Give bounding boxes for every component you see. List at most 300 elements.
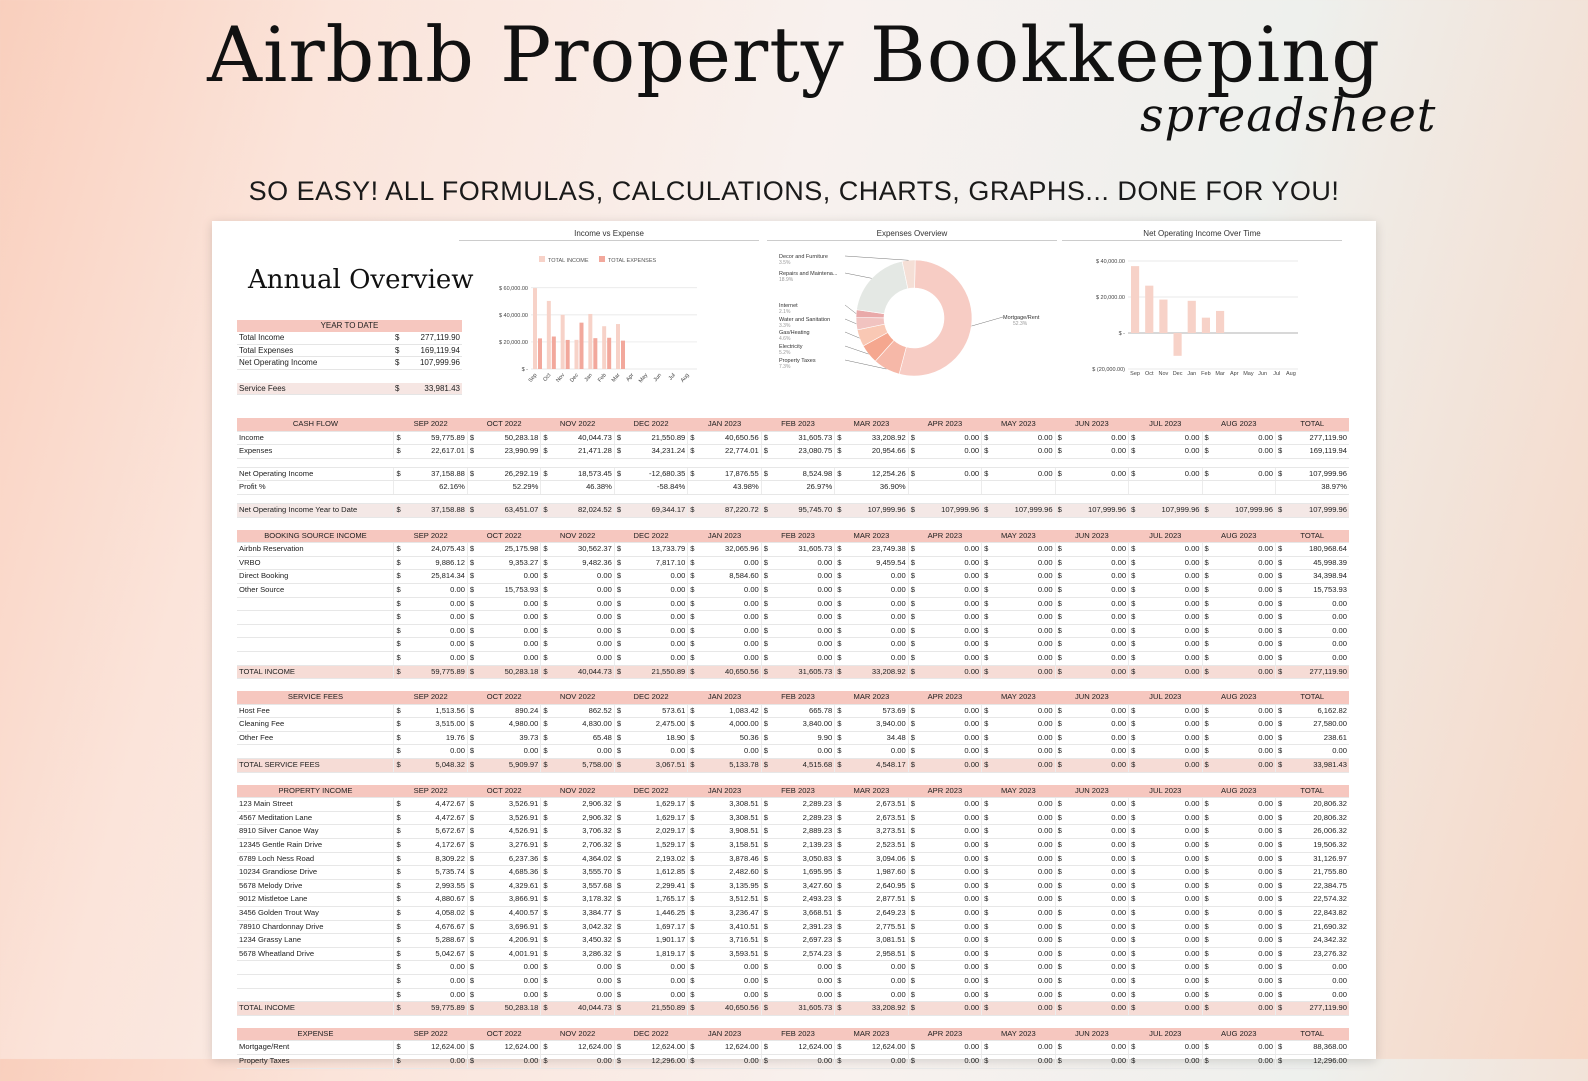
value-cell[interactable]: 2,906.32 xyxy=(551,811,614,825)
value-cell[interactable]: 0.00 xyxy=(992,556,1055,570)
value-cell[interactable]: 4,329.61 xyxy=(477,879,540,893)
value-cell[interactable]: 0.00 xyxy=(1212,731,1275,745)
value-cell[interactable]: 0.00 xyxy=(845,1054,908,1068)
value-cell[interactable]: 0.00 xyxy=(1212,852,1275,866)
value-cell[interactable]: 107,999.96 xyxy=(992,503,1055,517)
value-cell[interactable]: 0.00 xyxy=(1139,852,1202,866)
value-cell[interactable]: 33,981.43 xyxy=(1286,759,1349,773)
value-cell[interactable]: 0.00 xyxy=(918,704,981,718)
value-cell[interactable]: 3,427.60 xyxy=(771,879,834,893)
value-cell[interactable]: 5,672.67 xyxy=(404,825,467,839)
value-cell[interactable]: 0.00 xyxy=(551,1054,614,1068)
value-cell[interactable]: 0.00 xyxy=(992,866,1055,880)
table-row[interactable] xyxy=(237,556,1349,570)
value-cell[interactable]: 0.00 xyxy=(1212,583,1275,597)
table-row[interactable] xyxy=(237,731,1349,745)
value-cell[interactable]: 0.00 xyxy=(1065,1002,1128,1016)
value-cell[interactable]: 0.00 xyxy=(918,961,981,975)
value-cell[interactable]: 0.00 xyxy=(918,638,981,652)
table-row[interactable] xyxy=(237,974,1349,988)
value-cell[interactable]: 3,081.51 xyxy=(845,934,908,948)
value-cell[interactable]: 0.00 xyxy=(1065,961,1128,975)
value-cell[interactable]: 82,024.52 xyxy=(551,503,614,517)
value-cell[interactable]: 0.00 xyxy=(1139,467,1202,481)
value-cell[interactable]: 0.00 xyxy=(992,759,1055,773)
value-cell[interactable]: 0.00 xyxy=(1139,893,1202,907)
value-cell[interactable]: 0.00 xyxy=(1065,907,1128,921)
value-cell[interactable]: 0.00 xyxy=(698,1054,761,1068)
value-cell[interactable]: 0.00 xyxy=(992,825,1055,839)
value-cell[interactable]: 0.00 xyxy=(477,651,540,665)
value-cell[interactable]: 3,557.68 xyxy=(551,879,614,893)
value-cell[interactable]: 0.00 xyxy=(698,651,761,665)
value-cell[interactable]: 32,065.96 xyxy=(698,543,761,557)
value-cell[interactable]: 0.00 xyxy=(1139,638,1202,652)
value-cell[interactable]: 0.00 xyxy=(1065,1054,1128,1068)
value-cell[interactable]: 0.00 xyxy=(1139,934,1202,948)
value-cell[interactable]: 0.00 xyxy=(1212,624,1275,638)
value-cell[interactable]: 0.00 xyxy=(1065,1041,1128,1055)
value-cell[interactable]: 0.00 xyxy=(698,988,761,1002)
value-cell[interactable]: 0.00 xyxy=(1139,745,1202,759)
value-cell[interactable]: 12,296.00 xyxy=(624,1054,687,1068)
table-row[interactable] xyxy=(237,651,1349,665)
value-cell[interactable]: 277,119.90 xyxy=(1286,431,1349,445)
value-cell[interactable]: 0.00 xyxy=(624,570,687,584)
table-row[interactable] xyxy=(237,798,1349,812)
value-cell[interactable]: 0.00 xyxy=(992,431,1055,445)
value-cell[interactable]: 0.00 xyxy=(1212,597,1275,611)
value-cell[interactable]: 4,548.17 xyxy=(845,759,908,773)
value-cell[interactable]: 0.00 xyxy=(992,798,1055,812)
value-cell[interactable]: 33,208.92 xyxy=(845,1002,908,1016)
value-cell[interactable]: 0.00 xyxy=(1286,974,1349,988)
value-cell[interactable]: 0.00 xyxy=(404,1054,467,1068)
value-cell[interactable]: 0.00 xyxy=(1139,556,1202,570)
value-cell[interactable]: 573.69 xyxy=(845,704,908,718)
value-cell[interactable]: 9,886.12 xyxy=(404,556,467,570)
value-cell[interactable]: 4,880.67 xyxy=(404,893,467,907)
value-cell[interactable]: 0.00 xyxy=(1139,1041,1202,1055)
value-cell[interactable]: 0.00 xyxy=(845,988,908,1002)
value-cell[interactable]: 0.00 xyxy=(992,947,1055,961)
value-cell[interactable]: 0.00 xyxy=(992,988,1055,1002)
value-cell[interactable]: 0.00 xyxy=(771,745,834,759)
value-cell[interactable]: 0.00 xyxy=(1212,704,1275,718)
value-cell[interactable]: 0.00 xyxy=(992,879,1055,893)
value-cell[interactable]: 5,735.74 xyxy=(404,866,467,880)
value-cell[interactable]: 0.00 xyxy=(992,907,1055,921)
value-cell[interactable]: 0.00 xyxy=(477,1054,540,1068)
value-cell[interactable]: 3,515.00 xyxy=(404,718,467,732)
value-cell[interactable]: 5,042.67 xyxy=(404,947,467,961)
value-cell[interactable]: 4,980.00 xyxy=(477,718,540,732)
value-cell[interactable]: 23,276.32 xyxy=(1286,947,1349,961)
value-cell[interactable]: 0.00 xyxy=(404,974,467,988)
value-cell[interactable]: 0.00 xyxy=(1212,556,1275,570)
value-cell[interactable]: 107,999.96 xyxy=(1286,503,1349,517)
value-cell[interactable]: 169,119.94 xyxy=(1286,445,1349,459)
value-cell[interactable]: 0.00 xyxy=(477,611,540,625)
value-cell[interactable]: 0.00 xyxy=(698,611,761,625)
value-cell[interactable]: 0.00 xyxy=(1212,611,1275,625)
value-cell[interactable]: 3,094.06 xyxy=(845,852,908,866)
value-cell[interactable]: 36.90% xyxy=(845,481,908,495)
value-cell[interactable]: 0.00 xyxy=(771,611,834,625)
value-cell[interactable]: 2,993.55 xyxy=(404,879,467,893)
value-cell[interactable]: 18,573.45 xyxy=(551,467,614,481)
value-cell[interactable]: 0.00 xyxy=(404,624,467,638)
value-cell[interactable]: 31,126.97 xyxy=(1286,852,1349,866)
value-cell[interactable]: 0.00 xyxy=(1212,745,1275,759)
value-cell[interactable]: 3,273.51 xyxy=(845,825,908,839)
value-cell[interactable]: 0.00 xyxy=(1065,651,1128,665)
value-cell[interactable]: 0.00 xyxy=(1139,718,1202,732)
value-cell[interactable]: 2,673.51 xyxy=(845,798,908,812)
value-cell[interactable]: 0.00 xyxy=(551,638,614,652)
value-cell[interactable]: 3,706.32 xyxy=(551,825,614,839)
value-cell[interactable]: 0.00 xyxy=(771,638,834,652)
value-cell[interactable]: 23,749.38 xyxy=(845,543,908,557)
value-cell[interactable]: 0.00 xyxy=(1065,570,1128,584)
value-cell[interactable]: 4,000.00 xyxy=(698,718,761,732)
value-cell[interactable]: 0.00 xyxy=(624,624,687,638)
value-cell[interactable]: 2,029.17 xyxy=(624,825,687,839)
value-cell[interactable]: 0.00 xyxy=(1139,543,1202,557)
value-cell[interactable]: 3,276.91 xyxy=(477,839,540,853)
value-cell[interactable]: 0.00 xyxy=(1212,825,1275,839)
value-cell[interactable]: 0.00 xyxy=(1139,988,1202,1002)
value-cell[interactable]: 59,775.89 xyxy=(404,665,467,679)
value-cell[interactable]: 0.00 xyxy=(624,961,687,975)
value-cell[interactable]: 0.00 xyxy=(918,431,981,445)
value-cell[interactable]: 0.00 xyxy=(551,961,614,975)
value-cell[interactable]: 4,058.02 xyxy=(404,907,467,921)
value-cell[interactable]: 0.00 xyxy=(698,745,761,759)
value-cell[interactable]: 0.00 xyxy=(771,570,834,584)
value-cell[interactable]: 95,745.70 xyxy=(771,503,834,517)
value-cell[interactable]: 4,830.00 xyxy=(551,718,614,732)
value-cell[interactable]: 0.00 xyxy=(918,718,981,732)
value-cell[interactable]: 26,292.19 xyxy=(477,467,540,481)
value-cell[interactable]: 3,042.32 xyxy=(551,920,614,934)
table-row[interactable] xyxy=(237,961,1349,975)
value-cell[interactable]: 0.00 xyxy=(918,731,981,745)
table-row[interactable] xyxy=(237,503,1349,517)
value-cell[interactable]: 0.00 xyxy=(1139,811,1202,825)
value-cell[interactable]: 2,706.32 xyxy=(551,839,614,853)
value-cell[interactable]: 0.00 xyxy=(992,1002,1055,1016)
value-cell[interactable]: 0.00 xyxy=(477,745,540,759)
value-cell[interactable]: 12,624.00 xyxy=(551,1041,614,1055)
value-cell[interactable]: -12,680.35 xyxy=(624,467,687,481)
value-cell[interactable]: 0.00 xyxy=(992,543,1055,557)
value-cell[interactable]: 9,353.27 xyxy=(477,556,540,570)
value-cell[interactable]: 0.00 xyxy=(1139,825,1202,839)
value-cell[interactable]: 87,220.72 xyxy=(698,503,761,517)
value-cell[interactable]: 0.00 xyxy=(551,611,614,625)
value-cell[interactable]: 0.00 xyxy=(1212,798,1275,812)
value-cell[interactable]: 20,954.66 xyxy=(845,445,908,459)
value-cell[interactable]: 0.00 xyxy=(1065,879,1128,893)
value-cell[interactable]: 0.00 xyxy=(1286,611,1349,625)
value-cell[interactable]: 0.00 xyxy=(918,759,981,773)
value-cell[interactable]: 31,605.73 xyxy=(771,1002,834,1016)
value-cell[interactable]: 3,308.51 xyxy=(698,798,761,812)
value-cell[interactable]: 8,309.22 xyxy=(404,852,467,866)
value-cell[interactable]: 37,158.88 xyxy=(404,467,467,481)
value-cell[interactable]: 0.00 xyxy=(771,1054,834,1068)
table-row[interactable] xyxy=(237,934,1349,948)
value-cell[interactable]: 22,774.01 xyxy=(698,445,761,459)
value-cell[interactable]: 107,999.96 xyxy=(1212,503,1275,517)
value-cell[interactable]: 2,523.51 xyxy=(845,839,908,853)
value-cell[interactable]: 0.00 xyxy=(992,839,1055,853)
table-row[interactable] xyxy=(237,597,1349,611)
table-row[interactable] xyxy=(237,893,1349,907)
value-cell[interactable]: 33,208.92 xyxy=(845,431,908,445)
value-cell[interactable]: 107,999.96 xyxy=(1065,503,1128,517)
table-row[interactable] xyxy=(237,718,1349,732)
value-cell[interactable]: 3,878.46 xyxy=(698,852,761,866)
value-cell[interactable]: 2,391.23 xyxy=(771,920,834,934)
value-cell[interactable]: 0.00 xyxy=(918,907,981,921)
value-cell[interactable]: 0.00 xyxy=(551,597,614,611)
table-row[interactable] xyxy=(237,811,1349,825)
value-cell[interactable]: 0.00 xyxy=(1139,947,1202,961)
table-row[interactable] xyxy=(237,445,1349,459)
value-cell[interactable]: 5,048.32 xyxy=(404,759,467,773)
value-cell[interactable]: 0.00 xyxy=(404,745,467,759)
value-cell[interactable]: 0.00 xyxy=(624,597,687,611)
value-cell[interactable]: 0.00 xyxy=(1065,556,1128,570)
value-cell[interactable]: 12,624.00 xyxy=(845,1041,908,1055)
value-cell[interactable] xyxy=(1212,481,1275,495)
value-cell[interactable]: 0.00 xyxy=(771,961,834,975)
table-row[interactable] xyxy=(237,866,1349,880)
value-cell[interactable]: 3,050.83 xyxy=(771,852,834,866)
value-cell[interactable]: 3,526.91 xyxy=(477,798,540,812)
value-cell[interactable]: 0.00 xyxy=(1065,611,1128,625)
value-cell[interactable]: 3,866.91 xyxy=(477,893,540,907)
value-cell[interactable]: 0.00 xyxy=(1212,759,1275,773)
value-cell[interactable]: 0.00 xyxy=(477,638,540,652)
value-cell[interactable]: 0.00 xyxy=(1286,597,1349,611)
value-cell[interactable]: 0.00 xyxy=(992,651,1055,665)
value-cell[interactable]: 4,001.91 xyxy=(477,947,540,961)
table-row[interactable] xyxy=(237,481,1349,495)
value-cell[interactable]: 1,513.56 xyxy=(404,704,467,718)
value-cell[interactable]: 0.00 xyxy=(771,974,834,988)
value-cell[interactable]: 0.00 xyxy=(1212,947,1275,961)
value-cell[interactable]: 0.00 xyxy=(845,611,908,625)
value-cell[interactable]: 12,254.26 xyxy=(845,467,908,481)
value-cell[interactable]: 0.00 xyxy=(1139,1054,1202,1068)
value-cell[interactable]: 0.00 xyxy=(1065,811,1128,825)
value-cell[interactable]: 0.00 xyxy=(1212,879,1275,893)
table-row[interactable] xyxy=(237,988,1349,1002)
value-cell[interactable]: 0.00 xyxy=(1212,934,1275,948)
value-cell[interactable]: 0.00 xyxy=(771,624,834,638)
value-cell[interactable]: 3,135.95 xyxy=(698,879,761,893)
value-cell[interactable]: 5,133.78 xyxy=(698,759,761,773)
table-row[interactable] xyxy=(237,879,1349,893)
value-cell[interactable]: 0.00 xyxy=(624,583,687,597)
value-cell[interactable]: 0.00 xyxy=(1212,1002,1275,1016)
ytd-service-fees-row[interactable] xyxy=(237,383,462,396)
value-cell[interactable]: 0.00 xyxy=(698,556,761,570)
value-cell[interactable]: 0.00 xyxy=(918,839,981,853)
value-cell[interactable]: 7,817.10 xyxy=(624,556,687,570)
value-cell[interactable]: 40,650.56 xyxy=(698,431,761,445)
value-cell[interactable]: 0.00 xyxy=(551,988,614,1002)
value-cell[interactable]: 0.00 xyxy=(771,583,834,597)
value-cell[interactable]: 0.00 xyxy=(992,893,1055,907)
value-cell[interactable]: 0.00 xyxy=(1286,961,1349,975)
table-row[interactable] xyxy=(237,947,1349,961)
value-cell[interactable]: 0.00 xyxy=(1212,665,1275,679)
value-cell[interactable]: 0.00 xyxy=(992,570,1055,584)
value-cell[interactable]: 0.00 xyxy=(1139,583,1202,597)
value-cell[interactable]: 15,753.93 xyxy=(477,583,540,597)
value-cell[interactable]: 0.00 xyxy=(845,583,908,597)
value-cell[interactable]: 3,716.51 xyxy=(698,934,761,948)
table-row[interactable] xyxy=(237,543,1349,557)
value-cell[interactable]: 0.00 xyxy=(992,731,1055,745)
value-cell[interactable]: 46.38% xyxy=(551,481,614,495)
value-cell[interactable]: 0.00 xyxy=(1212,638,1275,652)
value-cell[interactable]: 0.00 xyxy=(845,624,908,638)
value-cell[interactable]: 0.00 xyxy=(918,879,981,893)
value-cell[interactable]: 1,529.17 xyxy=(624,839,687,853)
value-cell[interactable]: 0.00 xyxy=(918,893,981,907)
value-cell[interactable]: 0.00 xyxy=(1286,638,1349,652)
value-cell[interactable]: 1,819.17 xyxy=(624,947,687,961)
value-cell[interactable]: 9,482.36 xyxy=(551,556,614,570)
value-cell[interactable]: 21,755.80 xyxy=(1286,866,1349,880)
value-cell[interactable]: 4,364.02 xyxy=(551,852,614,866)
table-row[interactable] xyxy=(237,583,1349,597)
value-cell[interactable]: 3,696.91 xyxy=(477,920,540,934)
value-cell[interactable]: 39.73 xyxy=(477,731,540,745)
value-cell[interactable]: 38.97% xyxy=(1286,481,1349,495)
value-cell[interactable]: 4,400.57 xyxy=(477,907,540,921)
value-cell[interactable]: 0.00 xyxy=(1065,947,1128,961)
value-cell[interactable]: 0.00 xyxy=(1139,920,1202,934)
value-cell[interactable]: 0.00 xyxy=(992,611,1055,625)
table-row[interactable] xyxy=(237,1054,1349,1068)
value-cell[interactable]: 0.00 xyxy=(992,624,1055,638)
value-cell[interactable]: 4,172.67 xyxy=(404,839,467,853)
value-cell[interactable]: 107,999.96 xyxy=(918,503,981,517)
value-cell[interactable]: 2,877.51 xyxy=(845,893,908,907)
table-row[interactable] xyxy=(237,745,1349,759)
value-cell[interactable]: 0.00 xyxy=(1286,988,1349,1002)
value-cell[interactable]: 0.00 xyxy=(992,445,1055,459)
value-cell[interactable]: 0.00 xyxy=(404,961,467,975)
value-cell[interactable]: 0.00 xyxy=(918,974,981,988)
value-cell[interactable]: 0.00 xyxy=(1212,467,1275,481)
value-cell[interactable]: 0.00 xyxy=(1065,825,1128,839)
value-cell[interactable]: 19,506.32 xyxy=(1286,839,1349,853)
value-cell[interactable]: 0.00 xyxy=(918,811,981,825)
value-cell[interactable]: 0.00 xyxy=(1139,759,1202,773)
value-cell[interactable]: 0.00 xyxy=(1212,974,1275,988)
value-cell[interactable]: 0.00 xyxy=(845,638,908,652)
value-cell[interactable]: 0.00 xyxy=(918,934,981,948)
value-cell[interactable]: 180,968.64 xyxy=(1286,543,1349,557)
value-cell[interactable]: 3,526.91 xyxy=(477,811,540,825)
value-cell[interactable] xyxy=(918,481,981,495)
value-cell[interactable]: 0.00 xyxy=(1286,651,1349,665)
value-cell[interactable]: 0.00 xyxy=(1139,907,1202,921)
value-cell[interactable]: 40,650.56 xyxy=(698,1002,761,1016)
value-cell[interactable]: 0.00 xyxy=(624,651,687,665)
value-cell[interactable]: 0.00 xyxy=(1065,974,1128,988)
value-cell[interactable]: 0.00 xyxy=(1212,839,1275,853)
value-cell[interactable]: 0.00 xyxy=(1065,445,1128,459)
value-cell[interactable]: 1,629.17 xyxy=(624,798,687,812)
value-cell[interactable]: 0.00 xyxy=(1139,839,1202,853)
value-cell[interactable]: 0.00 xyxy=(992,1041,1055,1055)
value-cell[interactable]: 43.98% xyxy=(698,481,761,495)
value-cell[interactable]: 1,765.17 xyxy=(624,893,687,907)
value-cell[interactable]: 3,308.51 xyxy=(698,811,761,825)
value-cell[interactable]: 40,650.56 xyxy=(698,665,761,679)
value-cell[interactable]: 0.00 xyxy=(992,920,1055,934)
value-cell[interactable]: 22,843.82 xyxy=(1286,907,1349,921)
value-cell[interactable]: 0.00 xyxy=(404,611,467,625)
value-cell[interactable]: 0.00 xyxy=(551,583,614,597)
value-cell[interactable]: 0.00 xyxy=(1212,1054,1275,1068)
value-cell[interactable]: 2,299.41 xyxy=(624,879,687,893)
value-cell[interactable]: 0.00 xyxy=(1139,611,1202,625)
value-cell[interactable]: 0.00 xyxy=(918,556,981,570)
value-cell[interactable]: 277,119.90 xyxy=(1286,665,1349,679)
value-cell[interactable]: 4,515.68 xyxy=(771,759,834,773)
value-cell[interactable]: 0.00 xyxy=(1139,1002,1202,1016)
value-cell[interactable]: 0.00 xyxy=(1139,866,1202,880)
value-cell[interactable]: 890.24 xyxy=(477,704,540,718)
value-cell[interactable]: 2,889.23 xyxy=(771,825,834,839)
value-cell[interactable]: 0.00 xyxy=(1065,920,1128,934)
value-cell[interactable]: 0.00 xyxy=(698,974,761,988)
value-cell[interactable]: 0.00 xyxy=(845,974,908,988)
value-cell[interactable]: 21,550.89 xyxy=(624,431,687,445)
value-cell[interactable]: 0.00 xyxy=(624,611,687,625)
value-cell[interactable]: 0.00 xyxy=(698,961,761,975)
value-cell[interactable]: 0.00 xyxy=(1065,467,1128,481)
value-cell[interactable]: 0.00 xyxy=(918,745,981,759)
value-cell[interactable]: 3,668.51 xyxy=(771,907,834,921)
value-cell[interactable]: 4,526.91 xyxy=(477,825,540,839)
value-cell[interactable]: 0.00 xyxy=(1065,988,1128,1002)
value-cell[interactable]: 5,288.67 xyxy=(404,934,467,948)
ytd-row[interactable] xyxy=(237,332,462,345)
value-cell[interactable]: 0.00 xyxy=(992,718,1055,732)
value-cell[interactable]: 2,697.23 xyxy=(771,934,834,948)
value-cell[interactable]: 0.00 xyxy=(992,704,1055,718)
value-cell[interactable]: 34,231.24 xyxy=(624,445,687,459)
value-cell[interactable]: 4,472.67 xyxy=(404,798,467,812)
value-cell[interactable]: 24,075.43 xyxy=(404,543,467,557)
value-cell[interactable]: 0.00 xyxy=(477,570,540,584)
value-cell[interactable]: 0.00 xyxy=(477,988,540,1002)
value-cell[interactable] xyxy=(992,481,1055,495)
value-cell[interactable]: 50,283.18 xyxy=(477,1002,540,1016)
value-cell[interactable]: 0.00 xyxy=(624,988,687,1002)
table-row[interactable] xyxy=(237,431,1349,445)
